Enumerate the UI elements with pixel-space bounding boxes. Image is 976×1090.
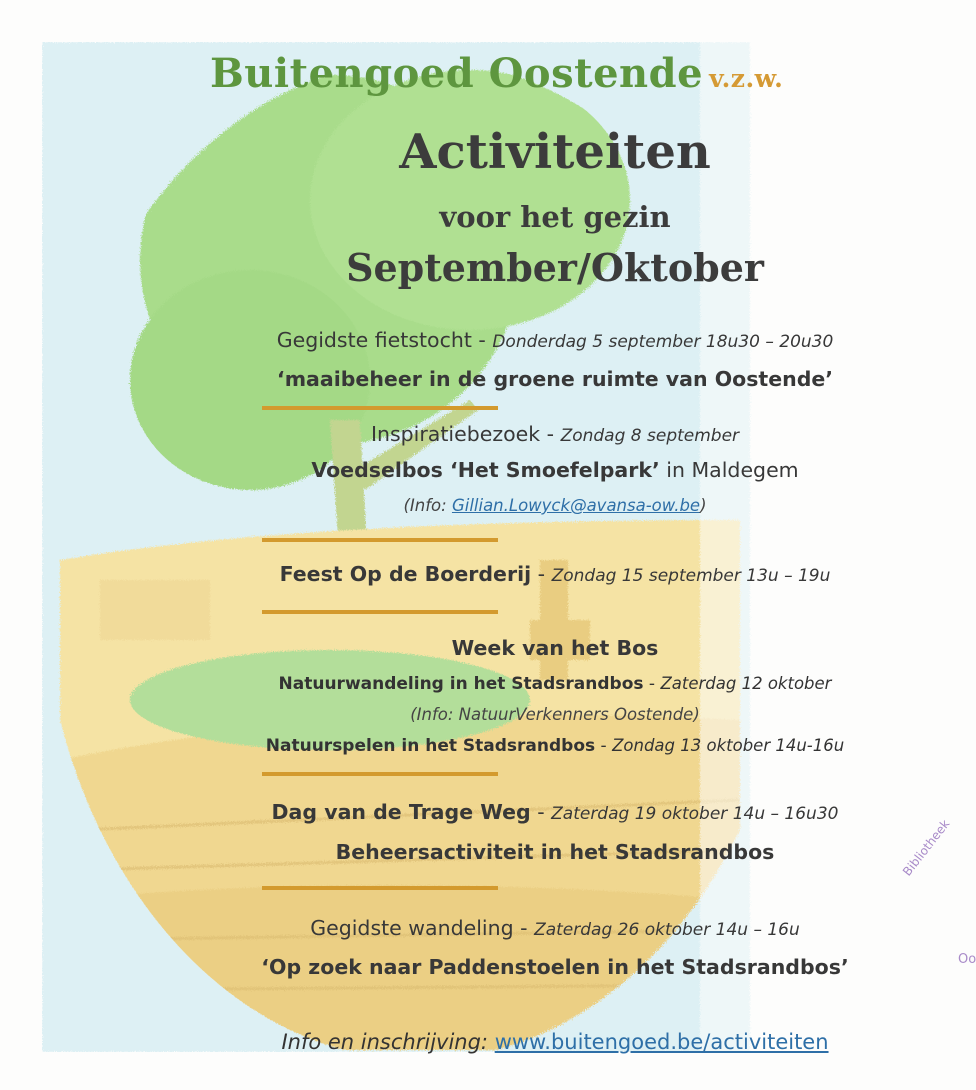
event-detail: Beheersactiviteit in het Stadsrandbos: [335, 840, 775, 864]
event-date: Zondag 15 september 13u – 19u: [551, 566, 831, 586]
page-subtitle: voor het gezin: [439, 200, 671, 234]
org-name: Buitengoed Oostende: [210, 50, 704, 97]
event-inspiratiebezoek: Inspiratiebezoek - Zondag 8 september: [370, 422, 740, 446]
event-name: Gegidste fietstocht: [276, 328, 472, 352]
library-stamp: Bibliotheek: [900, 817, 953, 879]
footer-info: Info en inschrijving: www.buitengoed.be/activiteiten: [281, 1030, 829, 1054]
website-link[interactable]: www.buitengoed.be/activiteiten: [494, 1030, 829, 1054]
event-date: Zaterdag 19 oktober 14u – 16u30: [551, 804, 839, 824]
separator: [262, 772, 498, 776]
separator: [262, 886, 498, 890]
event-name: Gegidste wandeling: [310, 916, 514, 940]
event-date: Zaterdag 26 oktober 14u – 16u: [534, 920, 800, 940]
event-detail: ‘Op zoek naar Paddenstoelen in het Stadsrandbos’: [261, 955, 849, 979]
event-date: Donderdag 5 september 18u30 – 20u30: [492, 332, 834, 352]
page-title: Activiteiten: [399, 124, 711, 180]
event-name: Dag van de Trage Weg: [271, 800, 531, 824]
event-week-van-het-bos: Week van het Bos: [451, 636, 659, 660]
event-name: Inspiratiebezoek: [370, 422, 541, 446]
event-info: (Info: Gillian.Lowyck@avansa-ow.be): [403, 496, 707, 515]
event-sub-info: (Info: NatuurVerkenners Oostende): [410, 705, 700, 724]
separator: [262, 538, 498, 542]
event-name: Feest Op de Boerderij: [279, 562, 532, 586]
event-boerderij: Feest Op de Boerderij - Zondag 15 september 13u – 19u: [279, 562, 831, 586]
library-stamp-fragment: Oo: [958, 952, 976, 967]
page-period: September/Oktober: [346, 245, 764, 290]
event-detail: ‘maaibeheer in de groene ruimte van Oostende’: [276, 367, 834, 391]
event-sub-natuurspelen: Natuurspelen in het Stadsrandbos - Zondag 13 oktober 14u-16u: [265, 736, 845, 756]
org-suffix: v.z.w.: [709, 64, 784, 93]
event-sub-natuurwandeling: Natuurwandeling in het Stadsrandbos - Zaterdag 12 oktober: [278, 674, 832, 694]
info-email-link[interactable]: Gillian.Lowyck@avansa-ow.be: [451, 496, 701, 515]
separator: [262, 610, 498, 614]
event-date: Zondag 8 september: [560, 426, 740, 446]
event-place: Voedselbos ‘Het Smoefelpark’ in Maldegem: [311, 458, 799, 482]
org-title: [210, 50, 783, 97]
event-wandeling: Gegidste wandeling - Zaterdag 26 oktober 14u – 16u: [310, 916, 800, 940]
pond: [130, 650, 530, 750]
separator: [262, 406, 498, 410]
event-trage-weg: Dag van de Trage Weg - Zaterdag 19 oktober 14u – 16u30: [271, 800, 839, 824]
event-fietstocht: Gegidste fietstocht - Donderdag 5 september 18u30 – 20u30: [276, 328, 834, 352]
